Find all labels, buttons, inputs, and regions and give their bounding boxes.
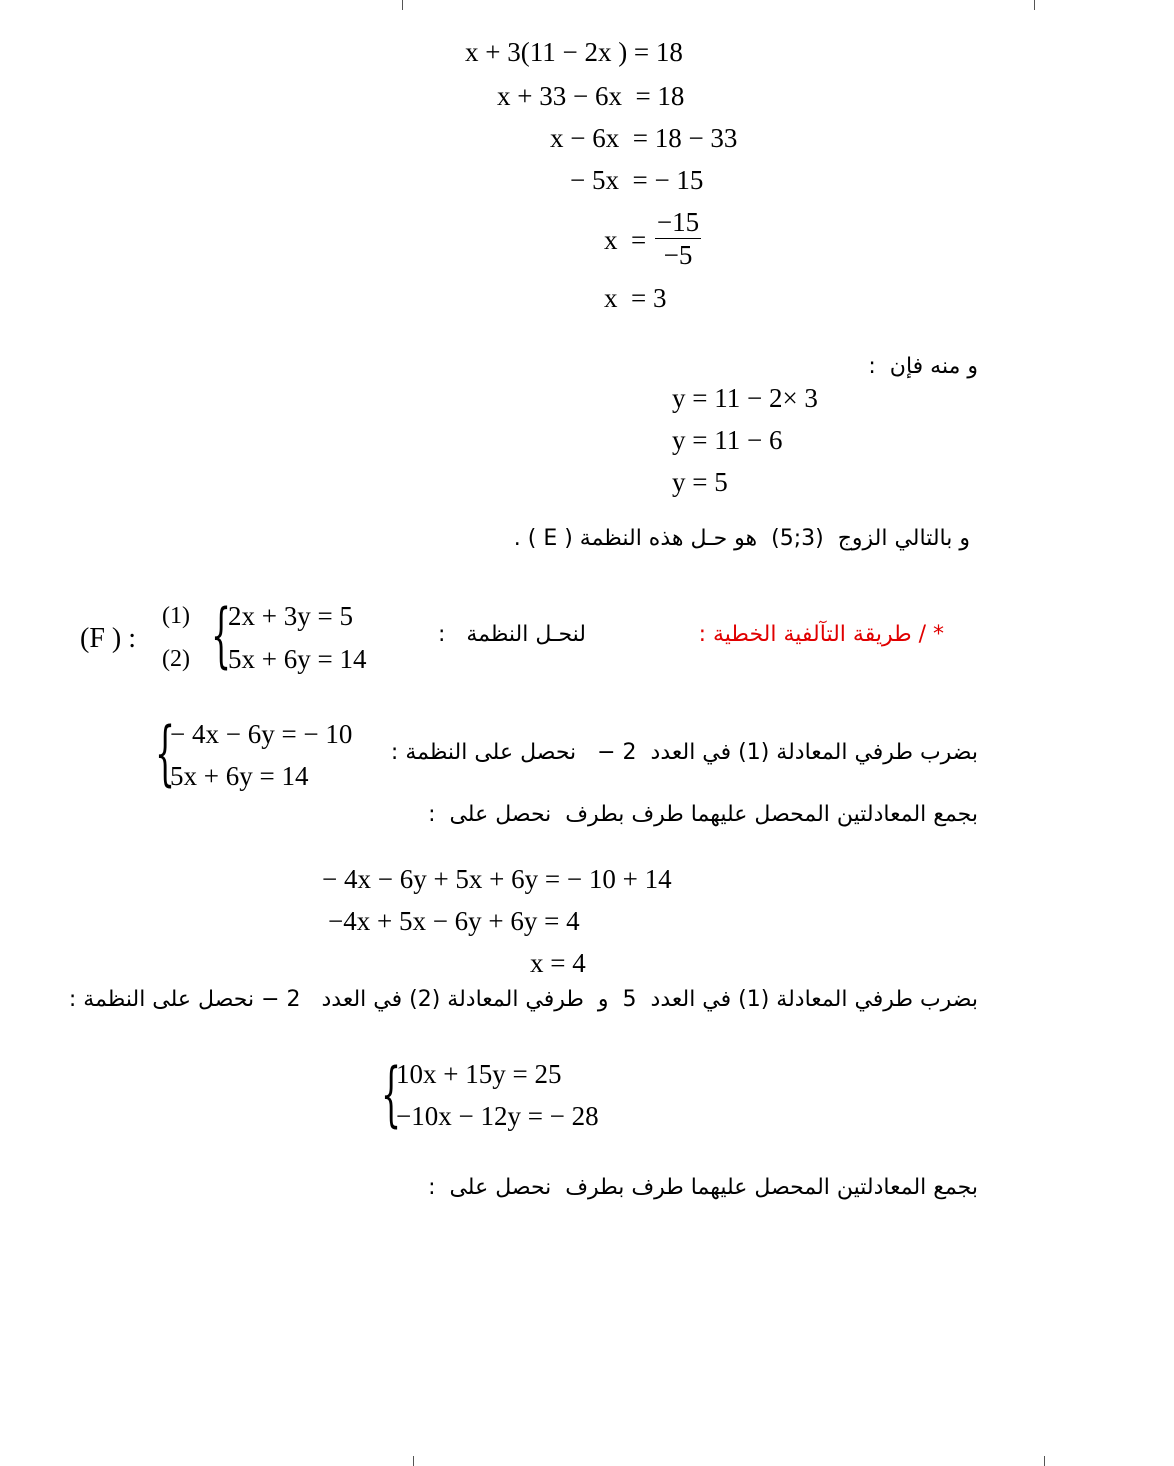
fraction — [655, 206, 701, 271]
system-equation: 5x + 6y = 14 — [228, 644, 367, 674]
multiply-text: بضرب طرفي المعادلة (1) في العدد 5 و طرفي المعادلة (2) في العدد 2 − نحصل على النظمة : — [68, 987, 978, 1012]
fraction-numerator: −15 — [656, 207, 700, 237]
equation-line: x = — [604, 225, 647, 255]
conclusion-text: و بالتالي الزوج (3;5) هو حـل هذه النظمة ( E ) . — [513, 526, 970, 551]
equation-line: x = 3 — [604, 283, 667, 313]
equation-line: −4x + 5x − 6y + 6y = 4 — [328, 906, 580, 936]
system-equation: 10x + 15y = 25 — [396, 1059, 562, 1089]
equation-line: y = 11 − 6 — [672, 425, 783, 455]
equation-line: − 5x = − 15 — [570, 165, 704, 195]
equation-line: x + 33 − 6x = 18 — [497, 81, 685, 111]
add-text: بجمع المعادلتين المحصل عليهما طرف بطرف نحصل على : — [428, 1175, 978, 1200]
system-name: (F ) : — [80, 623, 136, 654]
equation-line: − 4x − 6y + 5x + 6y = − 10 + 14 — [322, 864, 672, 894]
fraction-denominator: −5 — [663, 240, 693, 270]
corner-mark-bottom-left — [413, 1456, 414, 1466]
corner-mark-bottom-right — [1044, 1456, 1045, 1466]
method-title: * / طريقة التآلفية الخطية : — [698, 622, 944, 647]
equation-line: y = 11 − 2× 3 — [672, 383, 818, 413]
corner-mark-top-left — [402, 0, 403, 10]
equation-line: x = 4 — [530, 948, 586, 978]
multiply-text: بضرب طرفي المعادلة (1) في العدد 2 − نحصل على النظمة : — [390, 740, 978, 765]
left-brace-icon: { — [381, 1053, 402, 1135]
system-equation: −10x − 12y = − 28 — [396, 1101, 599, 1131]
equation-number: (2) — [162, 646, 190, 672]
solve-system-label: لنحـل النظمة : — [437, 622, 586, 647]
system-equation: 5x + 6y = 14 — [170, 761, 309, 791]
system-equation: − 4x − 6y = − 10 — [170, 719, 353, 749]
system-equation: 2x + 3y = 5 — [228, 601, 353, 631]
equation-line: y = 5 — [672, 467, 728, 497]
add-text: بجمع المعادلتين المحصل عليهما طرف بطرف نحصل على : — [428, 802, 978, 827]
equation-number: (1) — [162, 603, 190, 629]
left-brace-icon: { — [155, 712, 176, 794]
equation-line: x − 6x = 18 − 33 — [550, 123, 738, 153]
thus-label: و منه فإن : — [868, 354, 978, 379]
equation-line: x + 3(11 − 2x ) = 18 — [465, 37, 683, 67]
left-brace-icon: { — [211, 594, 232, 676]
corner-mark-top-right — [1034, 0, 1035, 10]
